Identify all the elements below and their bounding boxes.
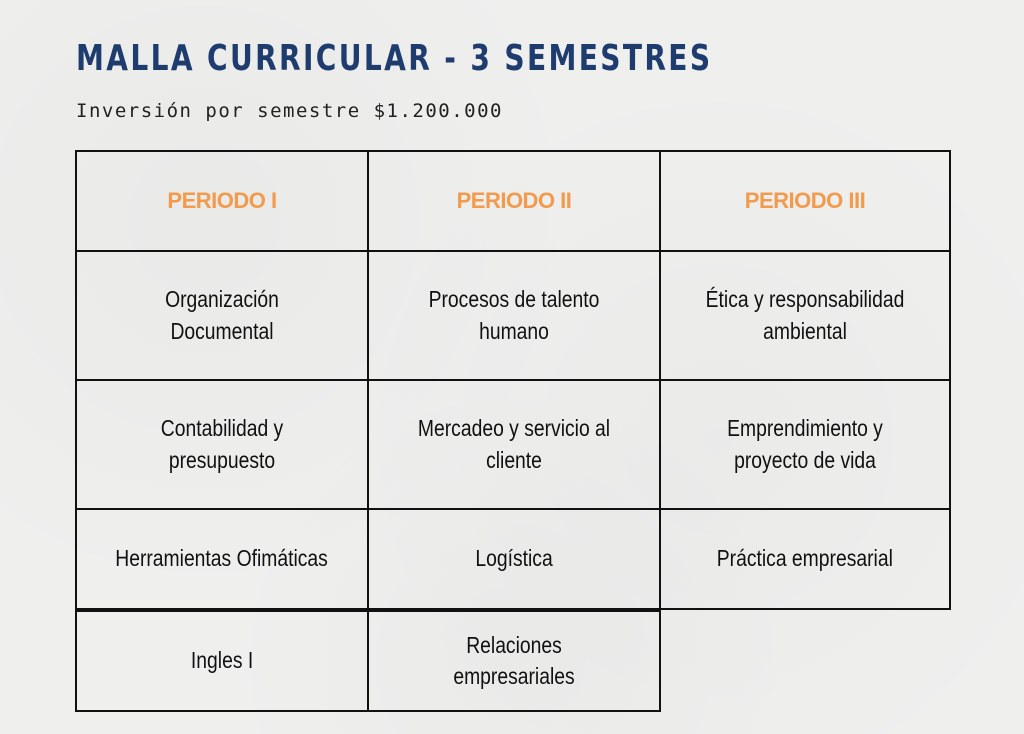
- table-cell: [75, 610, 369, 712]
- course-name: Relaciones empresariales: [453, 631, 575, 689]
- course-name: Emprendimiento y proyecto de vida: [727, 415, 883, 473]
- course-name: Ética y responsabilidad ambiental: [705, 286, 905, 344]
- table-cell: [659, 508, 951, 610]
- page-title: MALLA CURRICULAR - 3 SEMESTRES: [76, 38, 713, 79]
- table-cell: [367, 379, 661, 510]
- table-cell: [367, 610, 661, 712]
- table-cell: [659, 250, 951, 381]
- course-name: Mercadeo y servicio al cliente: [417, 415, 611, 473]
- table-cell: [659, 379, 951, 510]
- header-label: PERIODO I: [167, 188, 277, 214]
- table-cell: [75, 508, 369, 610]
- course-name: Contabilidad y presupuesto: [160, 415, 284, 473]
- header-label: PERIODO III: [744, 188, 866, 214]
- header-periodo-2: [367, 150, 661, 252]
- table-cell: [367, 508, 661, 610]
- course-name: Herramientas Ofimáticas: [115, 545, 329, 572]
- header-periodo-3: [659, 150, 951, 252]
- page-subtitle: Inversión por semestre $1.200.000: [76, 100, 503, 122]
- course-name: Procesos de talento humano: [428, 286, 600, 344]
- table-cell: [75, 379, 369, 510]
- table-cell: [367, 250, 661, 381]
- course-name: Organización Documental: [165, 286, 279, 344]
- header-periodo-1: [75, 150, 369, 252]
- course-name: Práctica empresarial: [716, 545, 894, 572]
- course-name: Ingles I: [190, 647, 254, 674]
- table-cell: [75, 250, 369, 381]
- header-label: PERIODO II: [456, 188, 572, 214]
- course-name: Logística: [475, 545, 553, 572]
